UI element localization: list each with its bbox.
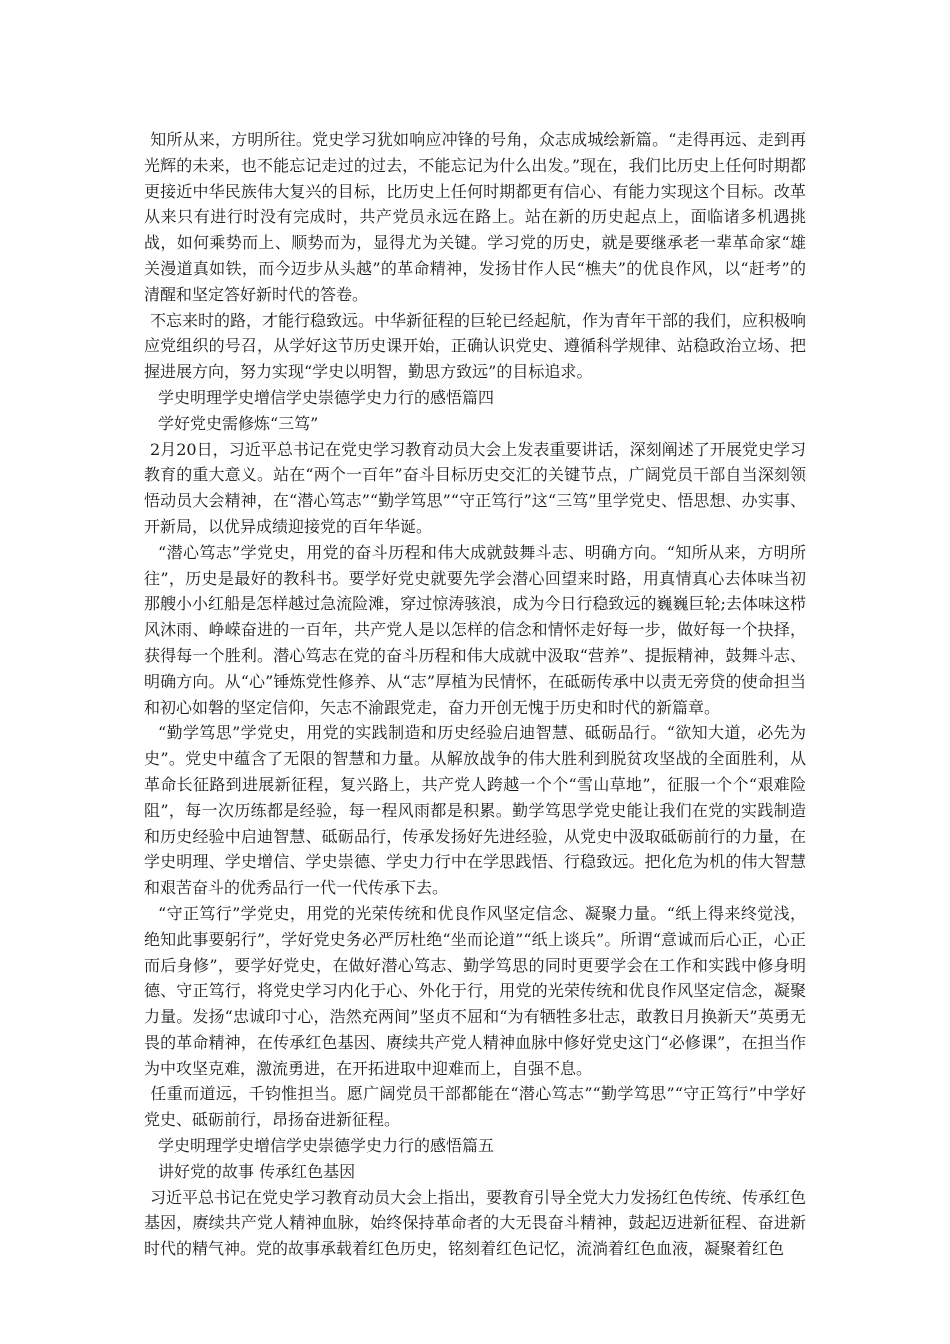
section-subtitle-4: 学好党史需修炼“三笃”	[158, 413, 319, 433]
paragraph-7	[144, 1081, 806, 1133]
paragraph-text: 习近平总书记在党史学习教育动员大会上指出，要教育引导全党大力发扬红色传统、传承红色基因，赓续共产党人精神血脉，始终保持革命者的大无畏奋斗精神，鼓起迈进新征程、奋进新时代的精气神。党的故事承载着红色历史，铭刻着红色记忆，流淌着红色血液，凝聚着红色	[144, 1187, 807, 1259]
paragraph-3	[144, 437, 806, 540]
paragraph-text: “守正笃行”学党史，用党的光荣传统和优良作风坚定信念、凝聚力量。“纸上得来终觉浅，绝知此事要躬行”，学好党史务必严厉杜绝“坐而论道”“纸上谈兵”。所谓“意诚而后心正，心正而后身修”，要学好党史，在做好潜心笃志、勤学笃思的同时更要学会在工作和实践中修身明德、守正笃行，将党史学习内化于心、外化于行，用党的光荣传统和优良作风坚定信念，凝聚力量。发扬“忠诚印寸心，浩然充两间”坚贞不屈和“为有牺牲多壮志，敢教日月换新天”英勇无畏的革命精神，在传承红色基因、赓续共产党人精神血脉中修好党史这门“必修课”，在担当作为中攻坚克难，激流勇进，在开拓进取中迎难而上，自强不息。	[144, 903, 806, 1078]
paragraph-4	[144, 540, 806, 721]
paragraph-8	[144, 1185, 806, 1262]
section-title-4: 学史明理学史增信学史崇德学史力行的感悟篇四	[158, 387, 495, 407]
paragraph-text: 2月20日，习近平总书记在党史学习教育动员大会上发表重要讲话，深刻阐述了开展党史学习教育的重大意义。站在“两个一百年”奋斗目标历史交汇的关键节点，广阔党员干部自当深刻领悟动员大会精神，在“潜心笃志”“勤学笃思”“守正笃行”这“三笃”里学党史、悟思想、办实事、开新局，以优异成绩迎接党的百年华诞。	[144, 439, 806, 536]
document-body	[144, 127, 806, 1262]
paragraph-5	[144, 720, 806, 901]
section-title-5: 学史明理学史增信学史崇德学史力行的感悟篇五	[158, 1136, 495, 1156]
paragraph-text: 任重而道远，千钧惟担当。愿广阔党员干部都能在“潜心笃志”“勤学笃思”“守正笃行”中学好党史、砥砺前行，昂扬奋进新征程。	[144, 1084, 806, 1130]
paragraph-6	[144, 901, 806, 1082]
paragraph-text: 不忘来时的路，才能行稳致远。中华新征程的巨轮已经起航，作为青年干部的我们，应积极响应党组织的号召，从学好这节历史课开始，正确认识党史、遵循科学规律、站稳政治立场、把握进展方向，努力实现“学史以明智，勤思方致远”的目标追求。	[144, 310, 807, 382]
paragraph-2	[144, 308, 806, 385]
paragraph-text: 知所从来，方明所往。党史学习犹如响应冲锋的号角，众志成城绘新篇。“走得再远、走到再光辉的未来，也不能忘记走过的过去，不能忘记为什么出发。”现在，我们比历史上任何时期都更接近中华民族伟大复兴的目标，比历史上任何时期都更有信心、有能力实现这个目标。改革从来只有进行时没有完成时，共产党员永远在路上。站在新的历史起点上，面临诸多机遇挑战，如何乘势而上、顺势而为，显得尤为关键。学习党的历史，就是要继承老一辈革命家“雄关漫道真如铁，而今迈步从头越”的革命精神，发扬甘作人民“樵夫”的优良作风，以“赶考”的清醒和坚定答好新时代的答卷。	[144, 130, 806, 304]
section-subtitle-5: 讲好党的故事 传承红色基因	[158, 1161, 356, 1181]
paragraph-1	[144, 127, 806, 308]
paragraph-text: “潜心笃志”学党史，用党的奋斗历程和伟大成就鼓舞斗志、明确方向。“知所从来，方明所往”，历史是最好的教科书。要学好党史就要先学会潜心回望来时路，用真情真心去体味当初那艘小小红船是怎样越过急流险滩，穿过惊涛骇浪，成为今日行稳致远的巍巍巨轮;去体味这栉风沐雨、峥嵘奋进的一百年，共产党人是以怎样的信念和情怀走好每一步，做好每一个抉择，获得每一个胜利。潜心笃志在党的奋斗历程和伟大成就中汲取“营养”、提振精神，鼓舞斗志、明确方向。从“心”锤炼党性修养、从“志”厚植为民情怀，在砥砺传承中以责无旁贷的使命担当和初心如磐的坚定信仰，矢志不渝跟党走，奋力开创无愧于历史和时代的新篇章。	[144, 542, 806, 717]
paragraph-text: “勤学笃思”学党史，用党的实践制造和历史经验启迪智慧、砥砺品行。“欲知大道，必先为史”。党史中蕴含了无限的智慧和力量。从解放战争的伟大胜利到脱贫攻坚战的全面胜利，从革命长征路到进展新征程，复兴路上，共产党人跨越一个个“雪山草地”，征服一个个“艰难险阻”，每一次历练都是经验，每一程风雨都是积累。勤学笃思学党史能让我们在党的实践制造和历史经验中启迪智慧、砥砺品行，传承发扬好先进经验，从党史中汲取砥砺前行的力量，在学史明理、学史增信、学史崇德、学史力行中在学思践悟、行稳致远。把化危为机的伟大智慧和艰苦奋斗的优秀品行一代一代传承下去。	[144, 723, 806, 898]
